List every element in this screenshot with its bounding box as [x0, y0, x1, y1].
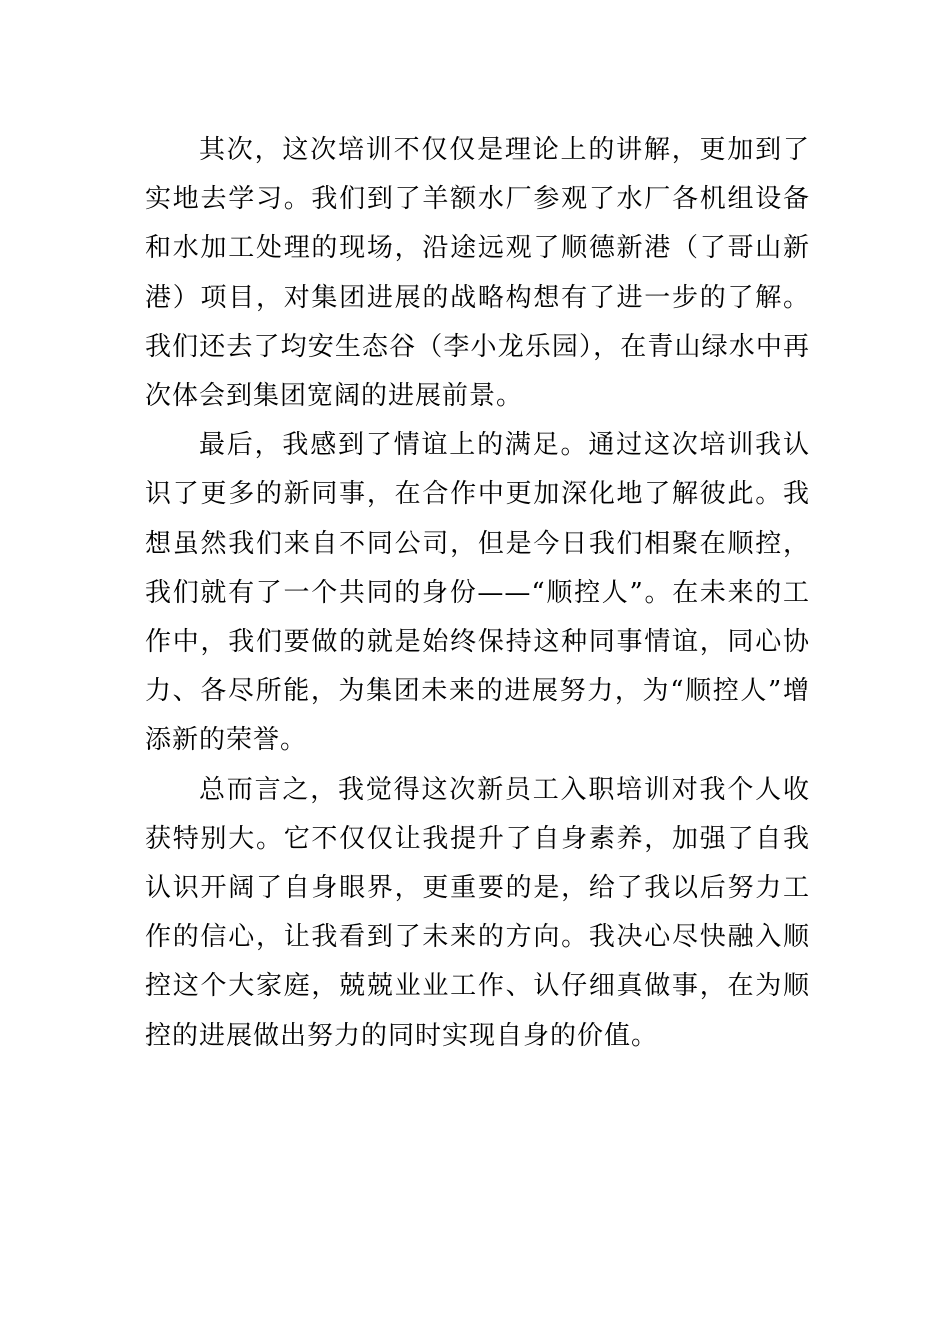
paragraph-site-visit: 其次，这次培训不仅仅是理论上的讲解，更加到了实地去学习。我们到了羊额水厂参观了水厂各机组设备和水加工处理的现场，沿途远观了顺德新港（了哥山新港）项目，对集团进展的战略构想有了进一步的了解。我们还去了均安生态谷（李小龙乐园），在青山绿水中再次体会到集团宽阔的进展前景。 [145, 135, 810, 412]
paragraph-friendship: 最后，我感到了情谊上的满足。通过这次培训我认识了更多的新同事，在合作中更加深化地了解彼此。我想虽然我们来自不同公司，但是今日我们相聚在顺控，我们就有了一个共同的身份——“顺控人”。在未来的工作中，我们要做的就是始终保持这种同事情谊，同心协力、各尽所能，为集团未来的进展努力，为“顺控人”增添新的荣誉。 [145, 430, 810, 756]
paragraph-conclusion: 总而言之，我觉得这次新员工入职培训对我个人收获特别大。它不仅仅让我提升了自身素养，加强了自我认识开阔了自身眼界，更重要的是，给了我以后努力工作的信心，让我看到了未来的方向。我决心尽快融入顺控这个大家庭，兢兢业业工作、认仔细真做事，在为顺控的进展做出努力的同时实现自身的价值。 [145, 774, 810, 1051]
document-body [145, 126, 810, 1061]
